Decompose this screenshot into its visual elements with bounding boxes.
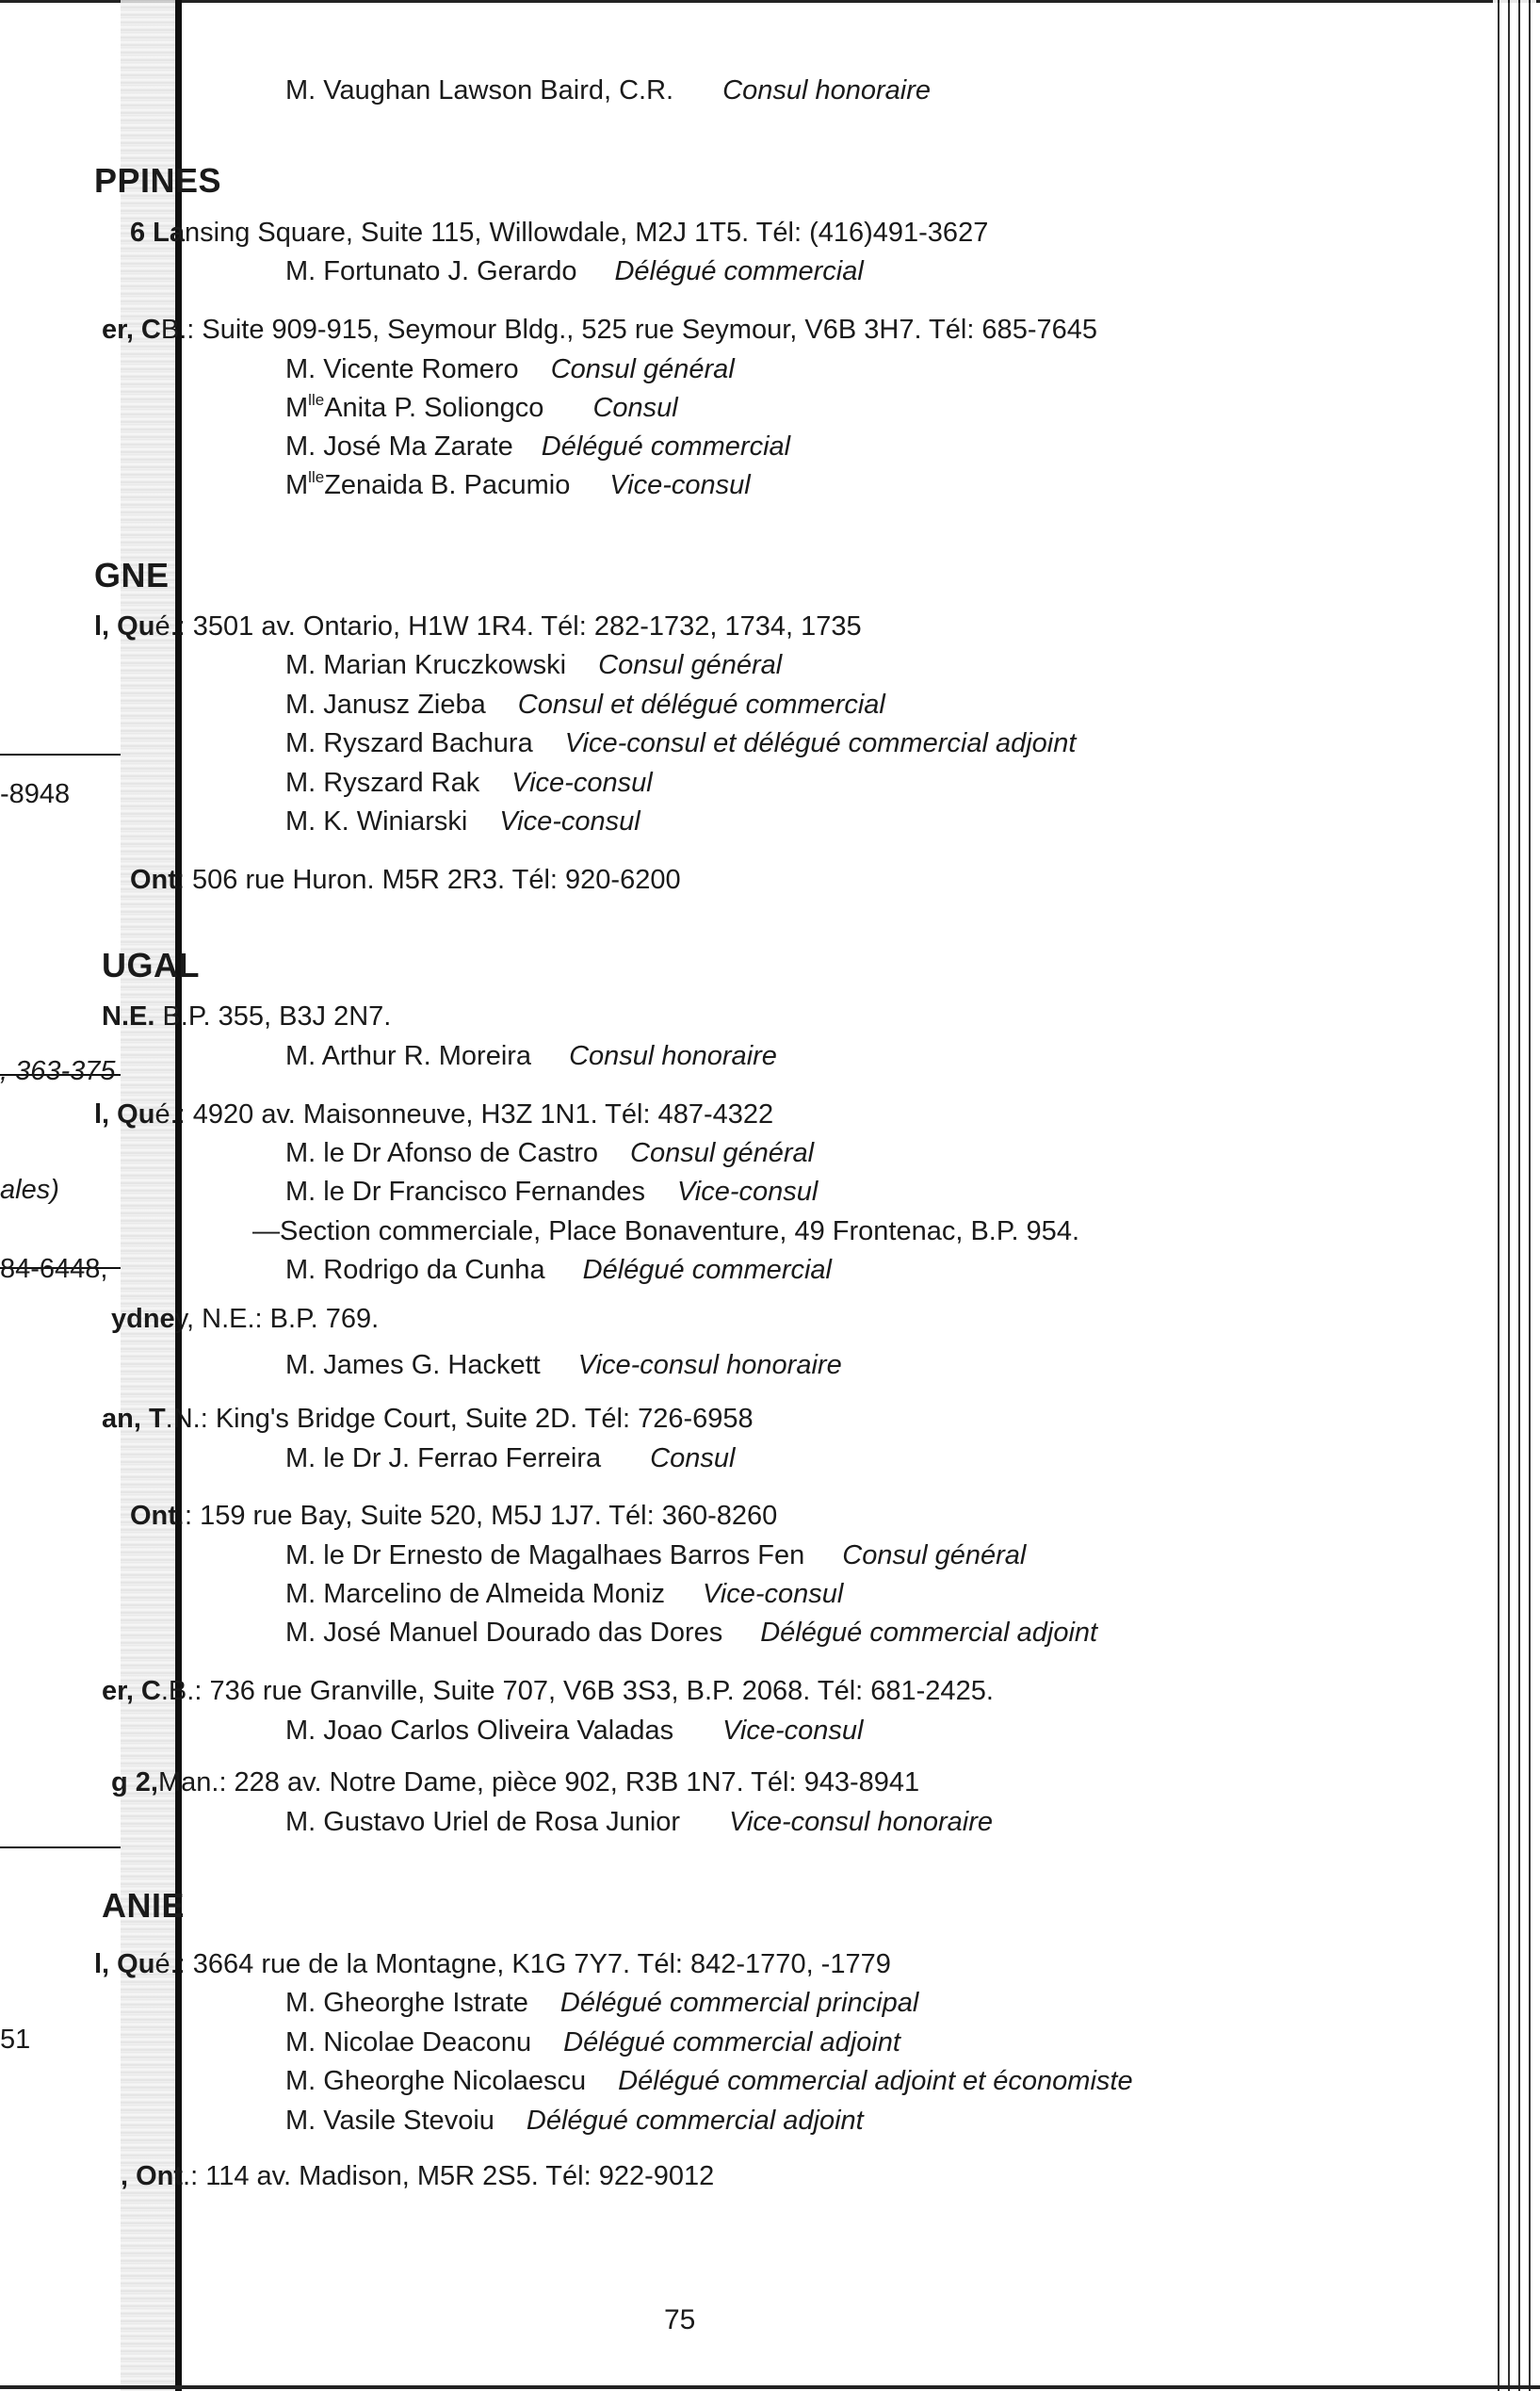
person-title: Consul honoraire: [722, 75, 931, 106]
person-name: M. Arthur R. Moreira: [285, 1041, 532, 1071]
person-name: Anita P. Soliongco: [324, 393, 544, 423]
country-heading: GNE: [94, 556, 170, 594]
person-title: Consul: [650, 1443, 736, 1473]
person-title: Délégué commercial adjoint: [526, 2106, 864, 2136]
right-page-edge: [1493, 0, 1536, 2391]
margin-fragment: 84-6448,: [0, 1254, 108, 1284]
person-row: [285, 2065, 1133, 2097]
person-name: Zenaida B. Pacumio: [324, 470, 571, 500]
person-name: M. le Dr Afonso de Castro: [285, 1138, 599, 1168]
office-address: nsing Square, Suite 115, Willowdale, M2J 1T5. Tél: (416)491-3627: [185, 218, 989, 248]
office-address: B.P. 355, B3J 2N7.: [154, 1001, 392, 1032]
person-row: [285, 1349, 842, 1381]
person-title: Consul général: [842, 1540, 1027, 1570]
person-name: M. Vasile Stevoiu: [285, 2106, 494, 2136]
person-name: M. Fortunato J. Gerardo: [285, 256, 577, 286]
city-fragment: an, T: [102, 1404, 166, 1434]
office-address: é.: 3501 av. Ontario, H1W 1R4. Tél: 282-1732, 1734, 1735: [154, 611, 862, 642]
person-title: Vice-consul: [702, 1579, 844, 1609]
person-name: M. James G. Hackett: [285, 1350, 541, 1380]
person-title: Consul et délégué commercial: [517, 690, 885, 720]
person-title: Vice-consul honoraire: [577, 1350, 842, 1380]
person-row: [285, 1254, 832, 1286]
person-row: [285, 1806, 993, 1838]
person-name: M. Marcelino de Almeida Moniz: [285, 1579, 665, 1609]
person-title: Vice-consul: [511, 768, 653, 798]
person-row: [285, 727, 1076, 759]
name-prefix-superscript: lle: [308, 468, 325, 487]
person-name: M. Joao Carlos Oliveira Valadas: [285, 1716, 674, 1746]
person-row: [285, 469, 751, 501]
city-fragment: er, C: [102, 1676, 161, 1706]
person-row: [285, 689, 885, 721]
name-prefix: M: [285, 470, 309, 500]
person-row: [285, 431, 790, 463]
person-name: M. K. Winiarski: [285, 806, 468, 837]
office-address: é.: 3664 rue de la Montagne, K1G 7Y7. Tél: 842-1770, -1779: [154, 1949, 891, 1979]
person-row: [285, 1578, 843, 1610]
person-name: M. Ryszard Bachura: [285, 728, 533, 758]
person-title: Consul général: [598, 650, 783, 680]
person-title: Consul général: [550, 354, 735, 384]
city-fragment: l, Qu: [94, 1949, 155, 1979]
office-address-line: [102, 314, 1097, 346]
person-name: M. José Ma Zarate: [285, 431, 513, 462]
person-row: [285, 1040, 777, 1072]
city-fragment: Ont: [130, 865, 177, 895]
country-heading: PPINES: [94, 161, 222, 200]
person-title: Vice-consul et délégué commercial adjoint: [564, 728, 1077, 758]
office-address: y, N.E.: B.P. 769.: [174, 1304, 380, 1334]
city-fragment: er, C: [102, 315, 161, 345]
person-title: Délégué commercial: [582, 1255, 832, 1285]
office-address-line: [102, 1675, 994, 1707]
city-fragment: l, Qu: [94, 611, 155, 642]
person-name: M. le Dr Francisco Fernandes: [285, 1177, 645, 1207]
person-row: [285, 2026, 900, 2058]
office-address-line: [94, 1098, 773, 1130]
top-border-rule: [0, 0, 1540, 3]
city-fragment: g 2,: [111, 1767, 158, 1797]
person-row: [285, 353, 735, 385]
city-fragment: l, Qu: [94, 1099, 155, 1130]
person-row: [285, 1176, 818, 1208]
person-name: M. Gheorghe Nicolaescu: [285, 2066, 587, 2096]
person-row: [285, 1715, 863, 1747]
office-address-line: [102, 1000, 391, 1033]
left-column-rule: [0, 1846, 121, 1848]
person-name: M. Rodrigo da Cunha: [285, 1255, 545, 1285]
person-name: M. Gustavo Uriel de Rosa Junior: [285, 1807, 681, 1837]
person-row: [285, 767, 653, 799]
country-heading: ANIE: [102, 1886, 186, 1925]
office-address-line: [130, 864, 681, 896]
person-title: Consul: [592, 393, 678, 423]
person-name: M. Janusz Zieba: [285, 690, 486, 720]
city-fragment: Ont: [130, 1501, 177, 1531]
person-name: M. Nicolae Deaconu: [285, 2027, 532, 2058]
person-row: [285, 1442, 735, 1474]
city-fragment: 6 La: [130, 218, 186, 248]
person-name: M. le Dr Ernesto de Magalhaes Barros Fen: [285, 1540, 805, 1570]
person-name: M. Ryszard Rak: [285, 768, 480, 798]
person-row: [285, 2105, 864, 2137]
country-heading: UGAL: [102, 946, 200, 984]
margin-fragment: 51: [0, 2025, 31, 2055]
office-address-line: [130, 1500, 777, 1532]
person-row: [285, 255, 864, 287]
office-address-line: [111, 1303, 379, 1335]
person-row: [285, 1617, 1097, 1649]
office-address: é.: 4920 av. Maisonneuve, H3Z 1N1. Tél: 487-4322: [154, 1099, 774, 1130]
office-address: .: 114 av. Madison, M5R 2S5. Tél: 922-9012: [183, 2161, 715, 2191]
office-address: .N.: King's Bridge Court, Suite 2D. Tél: 726-6958: [165, 1404, 754, 1434]
office-address-line: [94, 1948, 891, 1980]
office-address-line: [130, 217, 988, 249]
page-number: 75: [664, 2304, 696, 2335]
subsection-line: —Section commerciale, Place Bonaventure, 49 Frontenac, B.P. 954.: [252, 1216, 1080, 1246]
bottom-border-rule: [0, 2385, 1540, 2389]
person-row: [285, 649, 782, 681]
person-title: Délégué commercial adjoint: [563, 2027, 900, 2058]
margin-fragment: -8948: [0, 779, 71, 809]
office-address: .B.: 736 rue Granville, Suite 707, V6B 3S3, B.P. 2068. Tél: 681-2425.: [160, 1676, 994, 1706]
office-address: Man.: 228 av. Notre Dame, pièce 902, R3B 1N7. Tél: 943-8941: [157, 1767, 920, 1797]
person-title: Vice-consul: [609, 470, 751, 500]
margin-fragment: , 363-375: [0, 1056, 116, 1086]
person-name: M. Gheorghe Istrate: [285, 1988, 528, 2018]
person-title: Vice-consul: [722, 1716, 864, 1746]
person-title: Vice-consul: [676, 1177, 819, 1207]
binding-gutter-shadow: [121, 0, 177, 2391]
office-address-line: [111, 1766, 919, 1798]
person-title: Délégué commercial adjoint: [760, 1618, 1098, 1648]
person-title: Consul honoraire: [569, 1041, 777, 1071]
person-title: Vice-consul honoraire: [729, 1807, 994, 1837]
person-title: Consul général: [630, 1138, 815, 1168]
person-title: Délégué commercial: [541, 431, 791, 462]
name-prefix-superscript: lle: [308, 391, 325, 410]
city-fragment: N.E.: [102, 1001, 155, 1032]
person-name: M. Marian Kruczkowski: [285, 650, 567, 680]
directory-entry: [285, 74, 931, 106]
person-name: M. Vicente Romero: [285, 354, 519, 384]
person-name: M. le Dr J. Ferrao Ferreira: [285, 1443, 602, 1473]
office-address: : 506 rue Huron. M5R 2R3. Tél: 920-6200: [176, 865, 681, 895]
binding-gutter-line: [175, 0, 182, 2391]
city-fragment: ydne: [111, 1304, 175, 1334]
office-address-line: [121, 2160, 714, 2192]
person-row: [285, 1137, 814, 1169]
office-address-line: [102, 1403, 754, 1435]
person-row: [285, 392, 678, 424]
office-address: B.: Suite 909-915, Seymour Bldg., 525 rue Seymour, V6B 3H7. Tél: 685-7645: [160, 315, 1097, 345]
person-title: Délégué commercial principal: [559, 1988, 919, 2018]
city-fragment: , Ont: [121, 2161, 184, 2191]
person-row: [285, 1539, 1026, 1571]
person-title: Délégué commercial adjoint et économiste: [618, 2066, 1133, 2096]
person-name: M. Vaughan Lawson Baird, C.R.: [285, 75, 674, 106]
margin-fragment: ales): [0, 1175, 59, 1205]
person-title: Délégué commercial: [614, 256, 864, 286]
name-prefix: M: [285, 393, 309, 423]
person-name: M. José Manuel Dourado das Dores: [285, 1618, 723, 1648]
office-address: .: 159 rue Bay, Suite 520, M5J 1J7. Tél: 360-8260: [176, 1501, 778, 1531]
person-row: [285, 1987, 918, 2019]
left-column-rule: [0, 754, 121, 756]
person-title: Vice-consul: [499, 806, 640, 837]
person-row: [285, 805, 640, 838]
office-address-line: [94, 610, 862, 642]
